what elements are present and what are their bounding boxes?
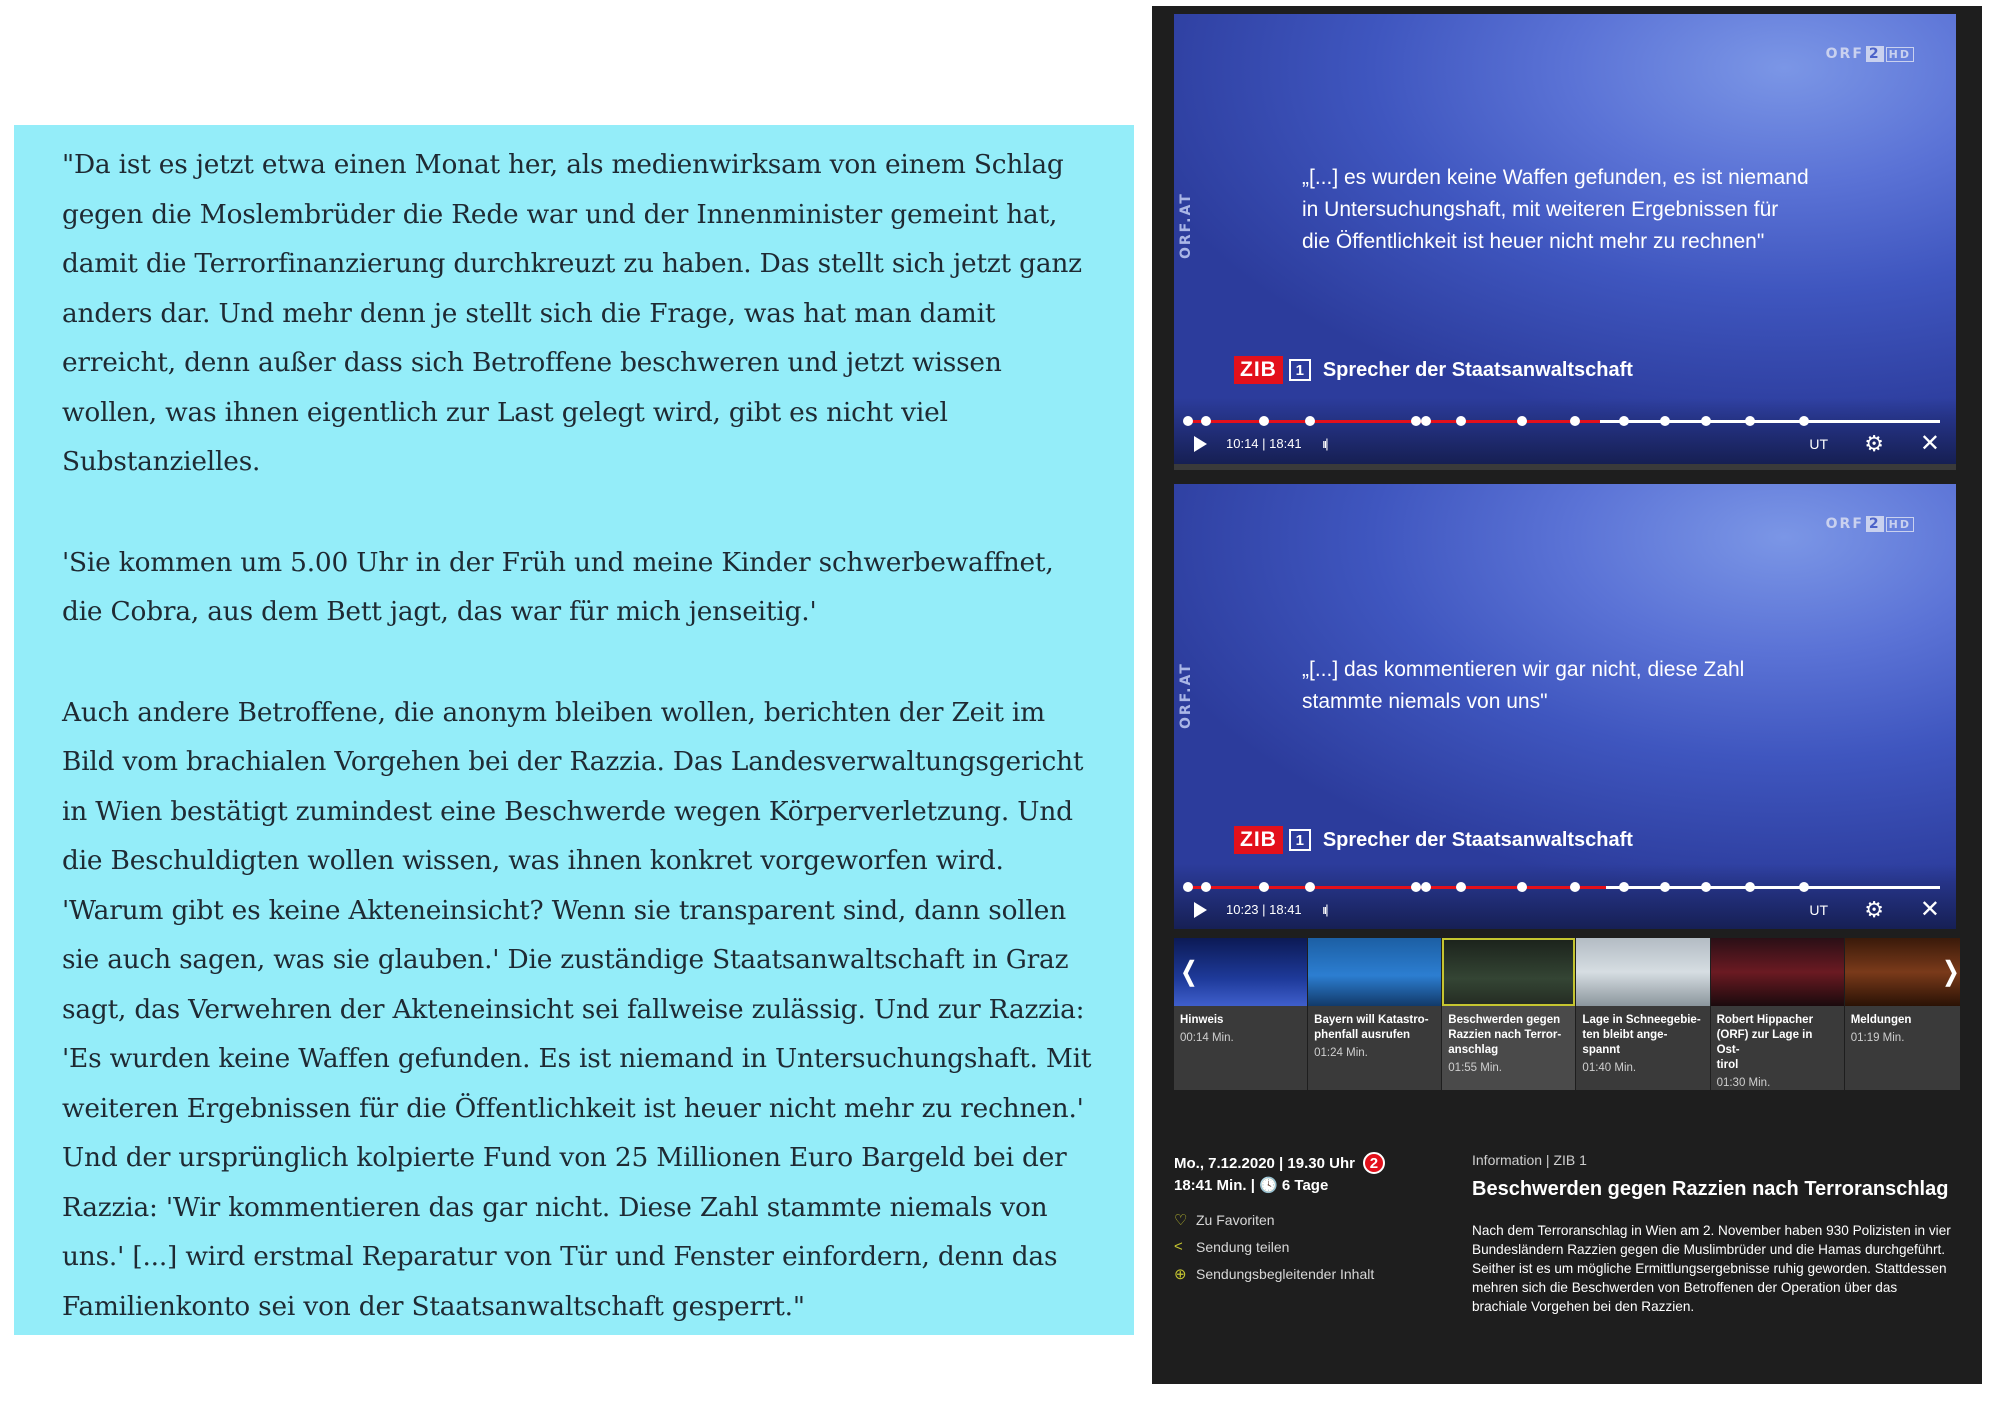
volume-icon[interactable]: ıı| xyxy=(1322,902,1327,917)
speaker-name: Sprecher der Staatsanwaltschaft xyxy=(1322,828,1633,851)
chapter-marker[interactable] xyxy=(1701,416,1711,426)
chapter-marker[interactable] xyxy=(1517,882,1527,892)
chapter-marker[interactable] xyxy=(1183,882,1193,892)
chapter-marker[interactable] xyxy=(1411,416,1421,426)
orf2-channel-badge: 2 xyxy=(1363,1152,1385,1174)
orf-at-label: ORF.AT xyxy=(1178,662,1194,729)
play-icon[interactable] xyxy=(1194,902,1207,918)
chapter-marker[interactable] xyxy=(1421,416,1431,426)
subtitles-button[interactable]: UT xyxy=(1809,436,1828,452)
thumb-image xyxy=(1442,938,1575,1006)
chapter-marker[interactable] xyxy=(1799,882,1809,892)
quote-paragraph-3: Auch andere Betroffene, die anonym bleiben wollen, berichten der Zeit im Bild vom brachialen Vorgehen bei der Razzia. Das Landesverwaltungsgericht in Wien bestätigt zumindest eine Beschwerde wegen Körperverletzung. Und die Beschuldigten wollen wissen, was ihnen konkret vorgeworfen wird. 'Warum gibt es keine Akteneinsicht? Wenn sie transparent sind, dann sollen sie auch sagen, was sie glauben.' Die zuständige Staatsanwaltschaft in Graz sagt, das Verwehren der Akteneinsicht sei fallweise zulässig. Und zur Razzia: 'Es wurden keine Waffen gefunden. Es ist niemand in Untersuchungshaft. Mit weiteren Ergebnissen für die Öffentlichkeit ist heuer nicht mehr zu rechnen.' Und der ursprünglich kolpierte Fund von 25 Millionen Euro Bargeld bei der Razzia: 'Wir kommentieren das gar nicht. Diese Zahl stammte niemals von uns.' [...] wird erstmal Reparatur von Tür und Fenster einfordern, denn das Familienkonto sei von der Staatsanwaltschaft gesperrt." xyxy=(62,696,1092,1322)
thumb-title: Lage in Schneegebie- ten bleibt ange- spannt xyxy=(1582,1014,1701,1056)
share-icon: < xyxy=(1174,1238,1183,1255)
thumb-title: Bayern will Katastro- phenfall ausrufen xyxy=(1314,1014,1429,1041)
subtitles-button[interactable]: UT xyxy=(1809,902,1828,918)
video-caption: „[...] es wurden keine Waffen gefunden, es ist niemand in Untersuchungshaft, mit weiteren Ergebnissen für die Öffentlichkeit ist heuer nicht mehr zu rechnen" xyxy=(1302,166,1809,253)
video-player-2[interactable] xyxy=(1174,484,1956,929)
orf-at-label: ORF.AT xyxy=(1178,192,1194,259)
quote-paragraph-1: "Da ist es jetzt etwa einen Monat her, als medienwirksam von einem Schlag gegen die Moslembrüder die Rede war und der Innenminister gemeint hat, damit die Terrorfinanzierung durchkreuzt zu haben. Das stellt sich jetzt ganz anders dar. Und mehr denn je stellt sich die Frage, was hat man damit erreicht, denn außer dass sich Betroffene beschweren und jetzt wissen wollen, was ihnen eigentlich zur Last gelegt wird, gibt es nicht viel Substanzielles. xyxy=(62,149,1082,477)
close-icon[interactable]: ✕ xyxy=(1919,430,1940,457)
chapter-marker[interactable] xyxy=(1745,416,1755,426)
thumbnail-strip-peek xyxy=(1174,464,1956,470)
zib-one-icon: 1 xyxy=(1289,829,1311,851)
chapter-thumbnails xyxy=(1174,938,1960,1090)
duration-availability: 18:41 Min. | 🕓 6 Tage xyxy=(1174,1177,1329,1194)
episode-title: Beschwerden gegen Razzien nach Terroranschlag xyxy=(1472,1178,1949,1200)
thumb-duration: 00:14 Min. xyxy=(1180,1032,1234,1044)
share-link[interactable]: < Sendung teilen xyxy=(1174,1238,1290,1255)
play-icon[interactable] xyxy=(1194,436,1207,452)
zib-logo: ZIB xyxy=(1234,826,1283,854)
chapter-marker[interactable] xyxy=(1660,882,1670,892)
chapter-thumb-active[interactable] xyxy=(1441,938,1575,1090)
chapter-marker[interactable] xyxy=(1305,882,1315,892)
chapter-marker[interactable] xyxy=(1259,882,1269,892)
thumb-duration: 01:19 Min. xyxy=(1850,1032,1905,1044)
orf2-hd-logo: ORF 2 HD xyxy=(1826,46,1914,62)
thumb-title: Meldungen xyxy=(1850,1014,1912,1026)
close-icon[interactable]: ✕ xyxy=(1919,896,1940,923)
player-controls xyxy=(1174,398,1956,464)
thumb-duration: 01:40 Min. xyxy=(1582,1062,1637,1074)
thumb-image xyxy=(1711,938,1844,1006)
chapter-marker[interactable] xyxy=(1421,882,1431,892)
chapter-marker[interactable] xyxy=(1619,416,1629,426)
thumb-duration: 01:30 Min. xyxy=(1716,1077,1771,1089)
chapter-marker[interactable] xyxy=(1570,416,1580,426)
thumb-title: Hinweis xyxy=(1180,1014,1224,1026)
chapter-marker[interactable] xyxy=(1456,416,1466,426)
tvthek-panel xyxy=(1152,6,1982,1384)
chapter-marker[interactable] xyxy=(1201,416,1211,426)
chapter-thumb[interactable] xyxy=(1710,938,1844,1090)
chapter-marker[interactable] xyxy=(1701,882,1711,892)
video-player-1[interactable] xyxy=(1174,14,1956,464)
chapter-marker[interactable] xyxy=(1456,882,1466,892)
chapter-marker[interactable] xyxy=(1619,882,1629,892)
progress-fill xyxy=(1188,886,1606,889)
chapter-marker[interactable] xyxy=(1799,416,1809,426)
zib-lower-third xyxy=(1234,826,1633,854)
date-text: Mo., 7.12.2020 | 19.30 Uhr xyxy=(1174,1154,1355,1172)
category-breadcrumb[interactable]: Information | ZIB 1 xyxy=(1472,1152,1587,1168)
progress-fill xyxy=(1188,420,1600,423)
chapter-marker[interactable] xyxy=(1570,882,1580,892)
action-list xyxy=(1174,1206,1454,1287)
quote-panel xyxy=(14,125,1134,1335)
thumb-title: Beschwerden gegen Razzien nach Terror- anschlag xyxy=(1448,1014,1562,1056)
thumb-duration: 01:55 Min. xyxy=(1448,1062,1502,1074)
video-caption: „[...] das kommentieren wir gar nicht, diese Zahl stammte niemals von uns" xyxy=(1302,658,1745,713)
speaker-name: Sprecher der Staatsanwaltschaft xyxy=(1322,358,1633,381)
zib-one-icon: 1 xyxy=(1289,359,1311,381)
chapter-marker[interactable] xyxy=(1183,416,1193,426)
zib-lower-third xyxy=(1234,356,1633,384)
heart-icon: ♡ xyxy=(1174,1211,1188,1229)
chapter-marker[interactable] xyxy=(1745,882,1755,892)
chapter-thumb[interactable] xyxy=(1575,938,1709,1090)
broadcast-date xyxy=(1174,1152,1454,1174)
thumb-duration: 01:24 Min. xyxy=(1314,1047,1368,1059)
companion-content-link[interactable]: ⊕ Sendungsbegleitender Inhalt xyxy=(1174,1265,1375,1283)
zib-logo: ZIB xyxy=(1234,356,1283,384)
progress-bar[interactable] xyxy=(1188,886,1940,889)
quote-paragraph-2: 'Sie kommen um 5.00 Uhr in der Früh und meine Kinder schwerbewaffnet, die Cobra, aus dem Bett jagt, das war für mich jenseitig.' xyxy=(62,546,1054,627)
thumb-image xyxy=(1576,938,1709,1006)
episode-details xyxy=(1472,1152,1952,1316)
settings-gear-icon[interactable]: ⚙ xyxy=(1864,897,1884,922)
chapter-thumb[interactable] xyxy=(1307,938,1441,1090)
chapter-marker[interactable] xyxy=(1411,882,1421,892)
thumb-image xyxy=(1308,938,1441,1006)
volume-icon[interactable]: ıı| xyxy=(1322,436,1327,451)
orf2-hd-logo: ORF 2 HD xyxy=(1826,516,1914,532)
chapter-marker[interactable] xyxy=(1305,416,1315,426)
chapter-marker[interactable] xyxy=(1517,416,1527,426)
thumb-title: Robert Hippacher (ORF) zur Lage in Ost- tirol xyxy=(1716,1014,1814,1071)
chapter-marker[interactable] xyxy=(1660,416,1670,426)
settings-gear-icon[interactable]: ⚙ xyxy=(1864,431,1884,456)
time-display: 10:23 | 18:41 xyxy=(1226,902,1302,917)
episode-description: Nach dem Terroranschlag in Wien am 2. November haben 930 Polizisten in vier Bundesländern Razzien gegen die Muslimbrüder und die Hamas durchgeführt. Seither ist es um mögliche Ermittlungsergebnisse ruhig geworden. Stattdessen mehren sich die Beschwerden von Betroffenen der Operation über das brachiale Vorgehen bei den Razzien. xyxy=(1472,1223,1951,1314)
chevron-right-icon[interactable]: ❭ xyxy=(1940,956,1962,986)
chapter-marker[interactable] xyxy=(1259,416,1269,426)
chevron-left-icon[interactable]: ❬ xyxy=(1178,956,1200,986)
progress-bar[interactable] xyxy=(1188,420,1940,423)
broadcast-meta xyxy=(1174,1152,1454,1287)
player-controls xyxy=(1174,864,1956,929)
time-display: 10:14 | 18:41 xyxy=(1226,436,1302,451)
favorite-link[interactable]: ♡ Zu Favoriten xyxy=(1174,1211,1275,1229)
chapter-marker[interactable] xyxy=(1201,882,1211,892)
plus-circle-icon: ⊕ xyxy=(1174,1265,1187,1283)
